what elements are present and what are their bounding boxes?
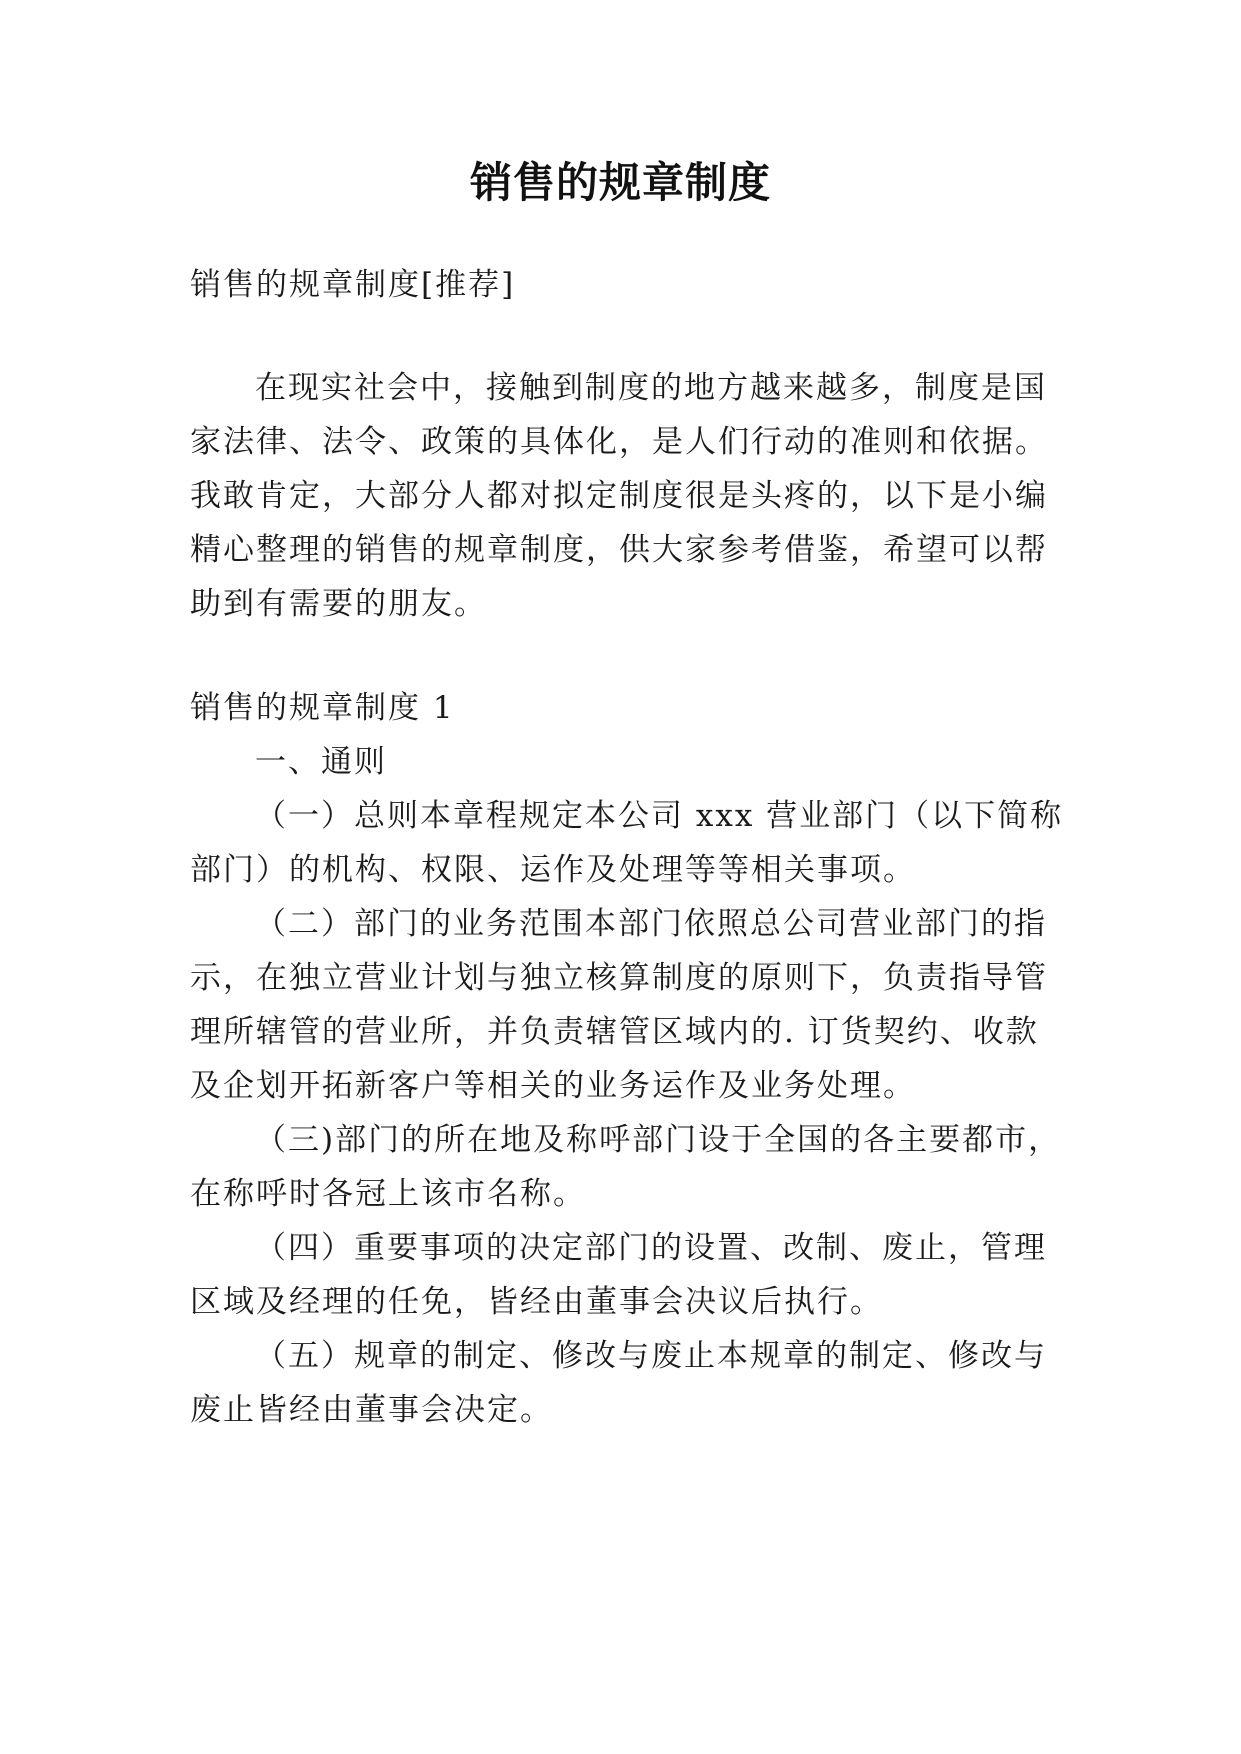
document-title: 销售的规章制度 bbox=[469, 158, 771, 207]
clause-line: （五）规章的制定、修改与废止本规章的制定、修改与 bbox=[255, 1338, 1047, 1374]
intro-line: 助到有需要的朋友。 bbox=[190, 586, 487, 622]
clause-line: （四）重要事项的决定部门的设置、改制、废止，管理 bbox=[255, 1230, 1047, 1266]
clause-line: 部门）的机构、权限、运作及处理等等相关事项。 bbox=[190, 852, 916, 888]
clause-line: 区域及经理的任免，皆经由董事会决议后执行。 bbox=[190, 1284, 883, 1320]
section-heading: 销售的规章制度 1 bbox=[190, 690, 455, 726]
clause-line: 示，在独立营业计划与独立核算制度的原则下，负责指导管 bbox=[190, 960, 1048, 996]
clause-line: （三)部门的所在地及称呼部门设于全国的各主要都市， bbox=[255, 1122, 1062, 1158]
intro-line: 家法律、法令、政策的具体化，是人们行动的准则和依据。 bbox=[190, 424, 1048, 460]
clause-line: 及企划开拓新客户等相关的业务运作及业务处理。 bbox=[190, 1068, 916, 1104]
clause-line: （二）部门的业务范围本部门依照总公司营业部门的指 bbox=[255, 906, 1047, 942]
clause-line: 废止皆经由董事会决定。 bbox=[190, 1392, 553, 1428]
clause-line: 理所辖管的营业所，并负责辖管区域内的. 订货契约、收款 bbox=[190, 1014, 1039, 1050]
chapter-heading: 一、通则 bbox=[255, 744, 387, 780]
clause-line: （一）总则本章程规定本公司 xxx 营业部门（以下简称 bbox=[255, 798, 1064, 834]
clause-line: 在称呼时各冠上该市名称。 bbox=[190, 1176, 586, 1212]
document-subtitle: 销售的规章制度[推荐] bbox=[190, 267, 516, 303]
intro-line: 在现实社会中，接触到制度的地方越来越多，制度是国 bbox=[255, 370, 1047, 406]
intro-line: 我敢肯定，大部分人都对拟定制度很是头疼的，以下是小编 bbox=[190, 478, 1048, 514]
intro-line: 精心整理的销售的规章制度，供大家参考借鉴，希望可以帮 bbox=[190, 532, 1048, 568]
